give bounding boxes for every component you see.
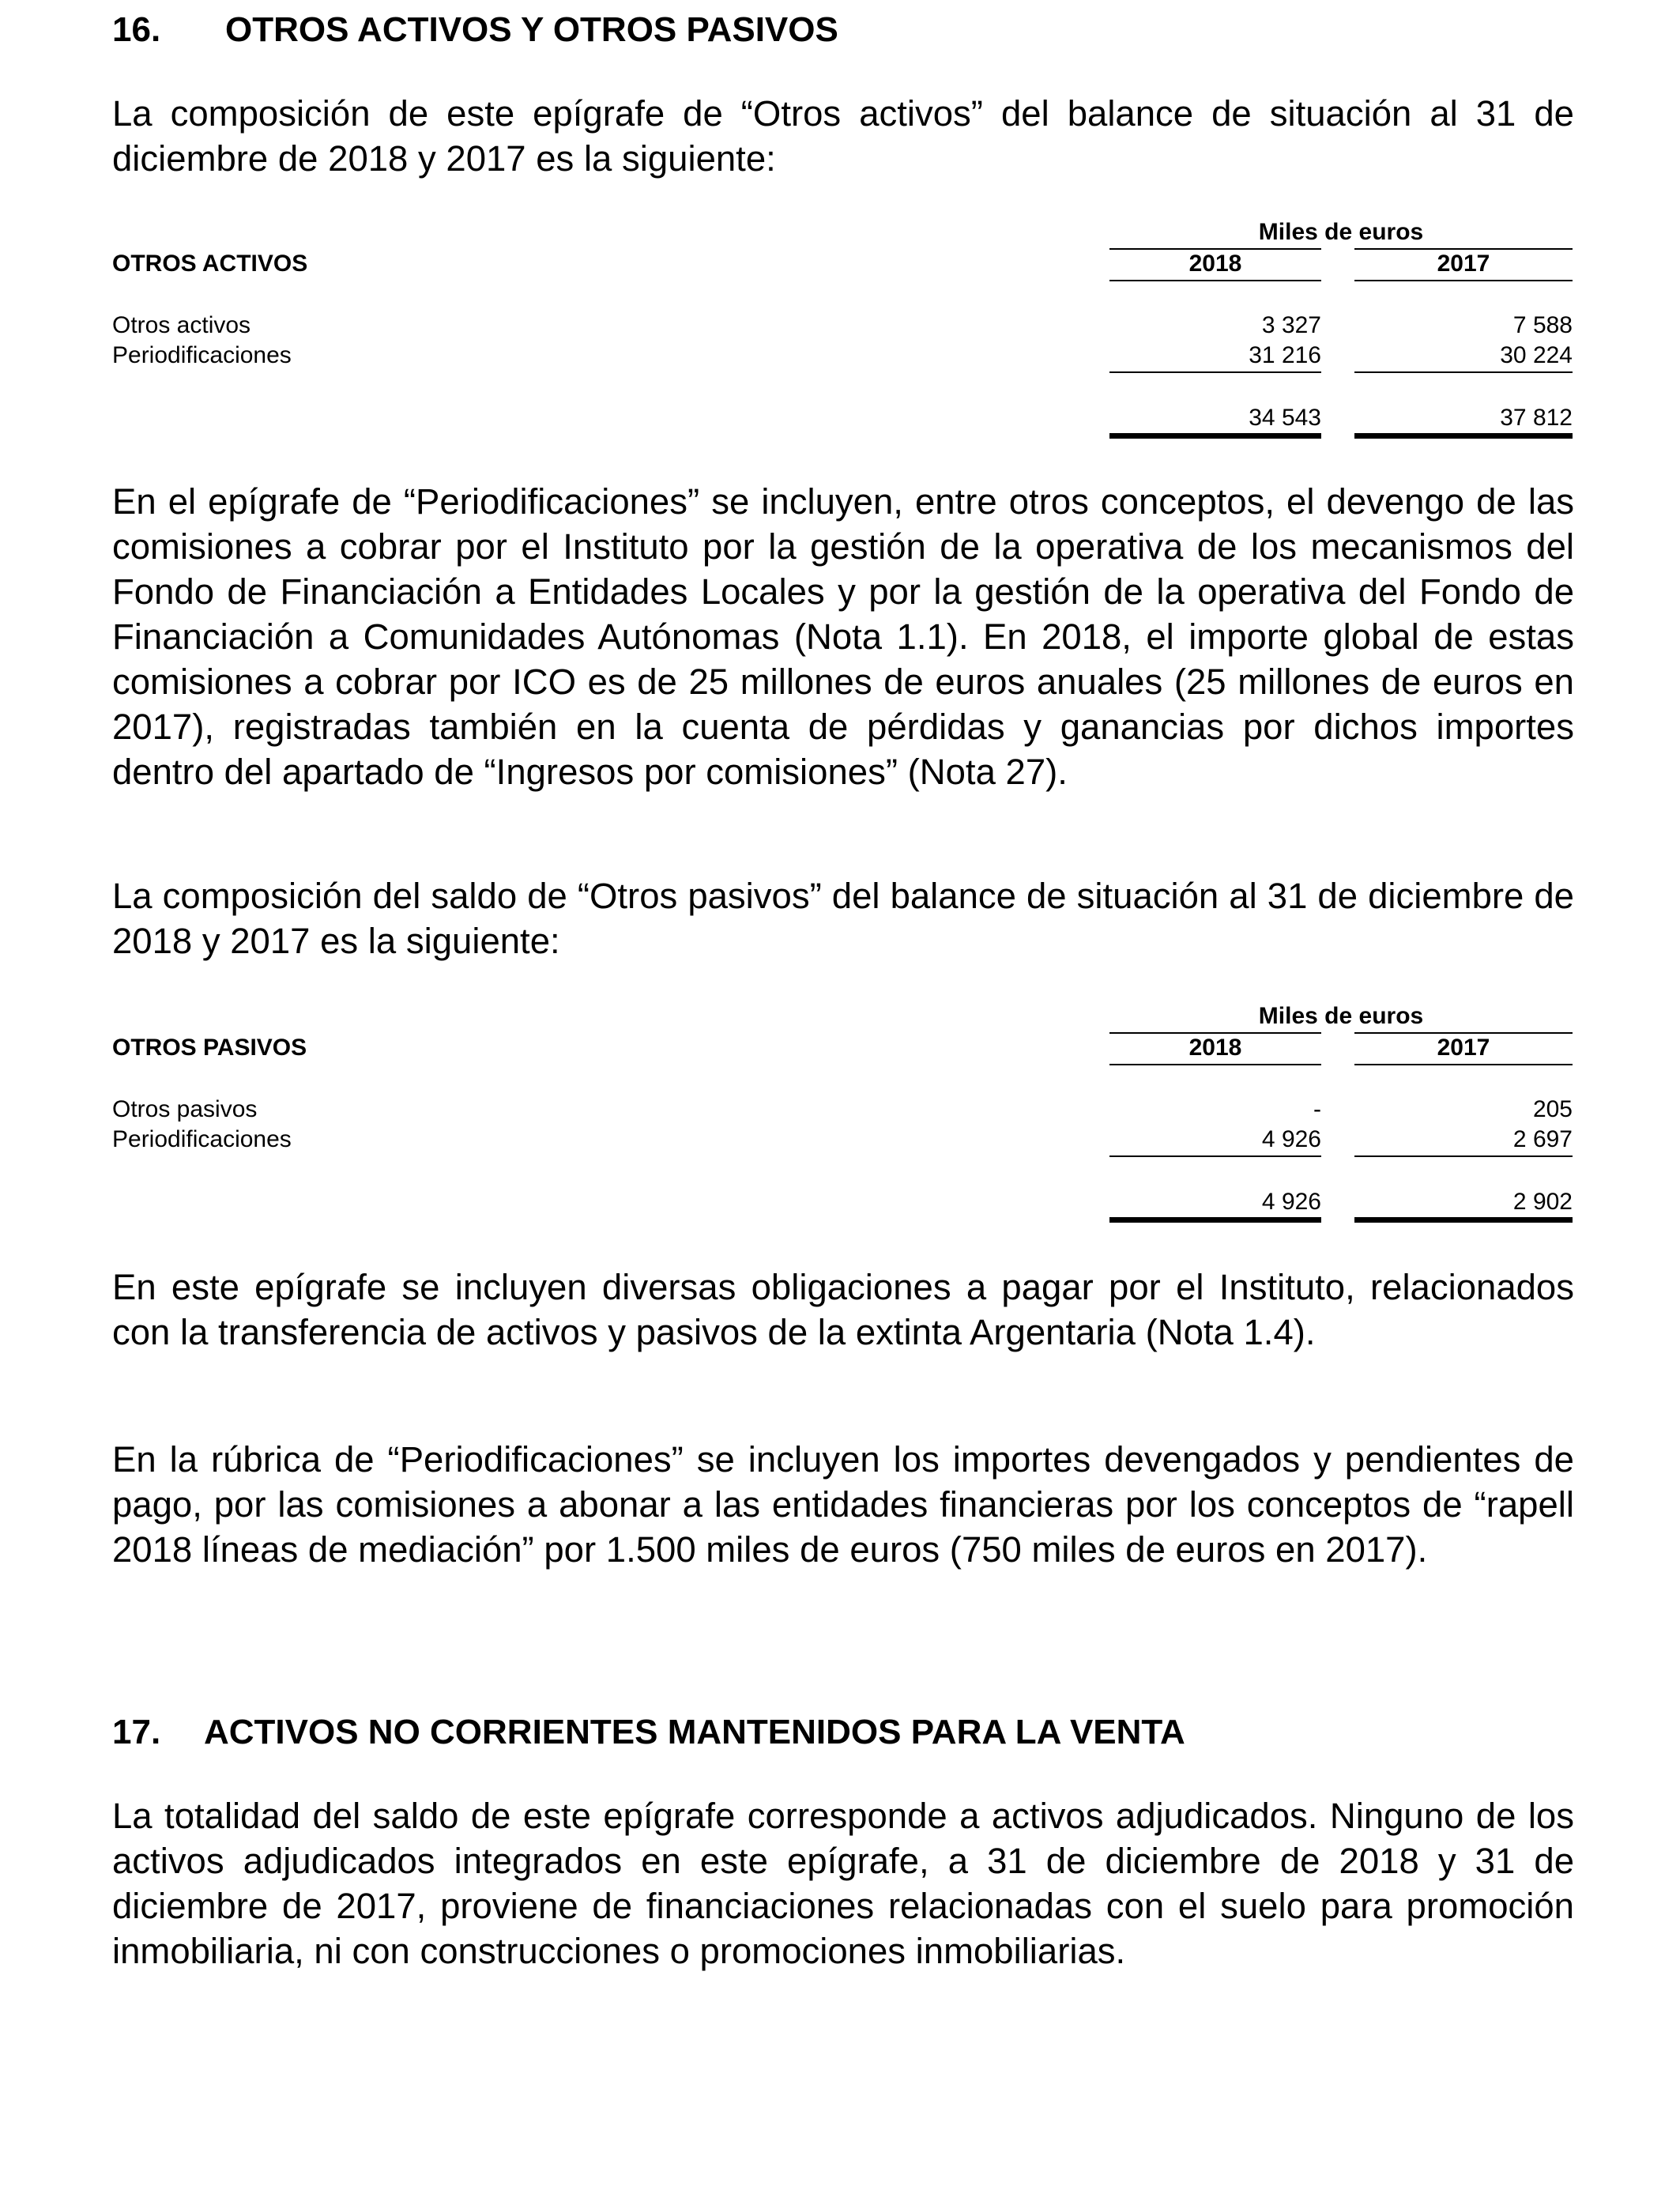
total-rule-2018 [1109, 433, 1321, 439]
value-2018: 4 926 [1261, 1126, 1321, 1152]
col-rule-2017 [1354, 280, 1573, 281]
activos-no-corrientes-paragraph: La totalidad del saldo de este epígrafe corresponde a activos adjudicados. Ninguno de los activos adjudicados integrados en este epígrafe, a 31 de diciembre de 2018 y 31 de diciembre de 2017, proviene de financiaciones relacionadas con el suelo para promoción inmobiliaria, ni con construcciones o promociones inmobiliarias. [112, 1796, 1574, 1971]
row-label: Periodificaciones [112, 342, 292, 368]
otros-activos-intro: La composición de este epígrafe de “Otros activos” del balance de situación al 31 de diciembre de 2018 y 2017 es la siguiente: [112, 93, 1574, 179]
obligaciones-paragraph: En este epígrafe se incluyen diversas obligaciones a pagar por el Instituto, relacionados con la transferencia de activos y pasivos de la extinta Argentaria (Nota 1.4). [112, 1267, 1574, 1352]
subtotal-rule-2018 [1109, 371, 1321, 373]
col-header-2018: 2018 [1188, 251, 1242, 277]
otros-pasivos-intro: La composición del saldo de “Otros pasivos” del balance de situación al 31 de diciembre de 2018 y 2017 es la siguiente: [112, 876, 1574, 961]
total-2018: 4 926 [1261, 1189, 1321, 1215]
section-17-heading [112, 1712, 1185, 1753]
total-2017: 37 812 [1500, 405, 1573, 431]
total-2018: 34 543 [1249, 405, 1321, 431]
row-label: Otros activos [112, 312, 251, 338]
row-header: OTROS ACTIVOS [112, 251, 308, 277]
unit-header: Miles de euros [1258, 219, 1424, 245]
col-rule-2017 [1354, 1064, 1573, 1065]
value-2018: 3 327 [1261, 312, 1321, 338]
value-2017: 30 224 [1500, 342, 1573, 368]
row-label: Periodificaciones [112, 1126, 292, 1152]
value-2018: - [1313, 1096, 1321, 1122]
section-16-title: OTROS ACTIVOS Y OTROS PASIVOS [225, 10, 838, 49]
otros-pasivos-table [112, 1001, 1574, 1230]
otros-activos-table [112, 217, 1574, 446]
section-17-title: ACTIVOS NO CORRIENTES MANTENIDOS PARA LA VENTA [204, 1713, 1185, 1751]
row-label: Otros pasivos [112, 1096, 258, 1122]
col-rule-2018 [1109, 280, 1321, 281]
section-16-heading [112, 9, 838, 51]
col-header-2017: 2017 [1437, 251, 1490, 277]
total-rule-2017 [1354, 433, 1573, 439]
subtotal-rule-2017 [1354, 1155, 1573, 1157]
subtotal-rule-2017 [1354, 371, 1573, 373]
value-2018: 31 216 [1249, 342, 1321, 368]
value-2017: 7 588 [1512, 312, 1573, 338]
row-header: OTROS PASIVOS [112, 1035, 307, 1061]
col-header-2018: 2018 [1188, 1035, 1242, 1061]
rubrica-paragraph: En la rúbrica de “Periodificaciones” se incluyen los importes devengados y pendientes de pago, por las comisiones a abonar a las entidades financieras por los conceptos de “rapell 2018 líneas de mediación” por 1.500 miles de euros (750 miles de euros en 2017). [112, 1439, 1574, 1570]
section-17-number: 17. [112, 1713, 161, 1751]
col-header-2017: 2017 [1437, 1035, 1490, 1061]
section-16-number: 16. [112, 10, 161, 49]
total-rule-2018 [1109, 1217, 1321, 1223]
col-rule-2018 [1109, 1064, 1321, 1065]
periodificaciones-paragraph: En el epígrafe de “Periodificaciones” se incluyen, entre otros conceptos, el devengo de las comisiones a cobrar por el Instituto por la gestión de la operativa de los mecanismos del Fondo de Financiación a Entidades Locales y por la gestión de la operativa del Fondo de Financiación a Comunidades Autónomas (Nota 1.1). En 2018, el importe global de estas comisiones a cobrar por ICO es de 25 millones de euros anuales (25 millones de euros en 2017), registradas también en la cuenta de pérdidas y ganancias por dichos importes dentro del apartado de “Ingresos por comisiones” (Nota 27). [112, 481, 1574, 792]
subtotal-rule-2018 [1109, 1155, 1321, 1157]
total-2017: 2 902 [1512, 1189, 1573, 1215]
total-rule-2017 [1354, 1217, 1573, 1223]
unit-header: Miles de euros [1258, 1003, 1424, 1029]
value-2017: 205 [1532, 1096, 1573, 1122]
value-2017: 2 697 [1512, 1126, 1573, 1152]
